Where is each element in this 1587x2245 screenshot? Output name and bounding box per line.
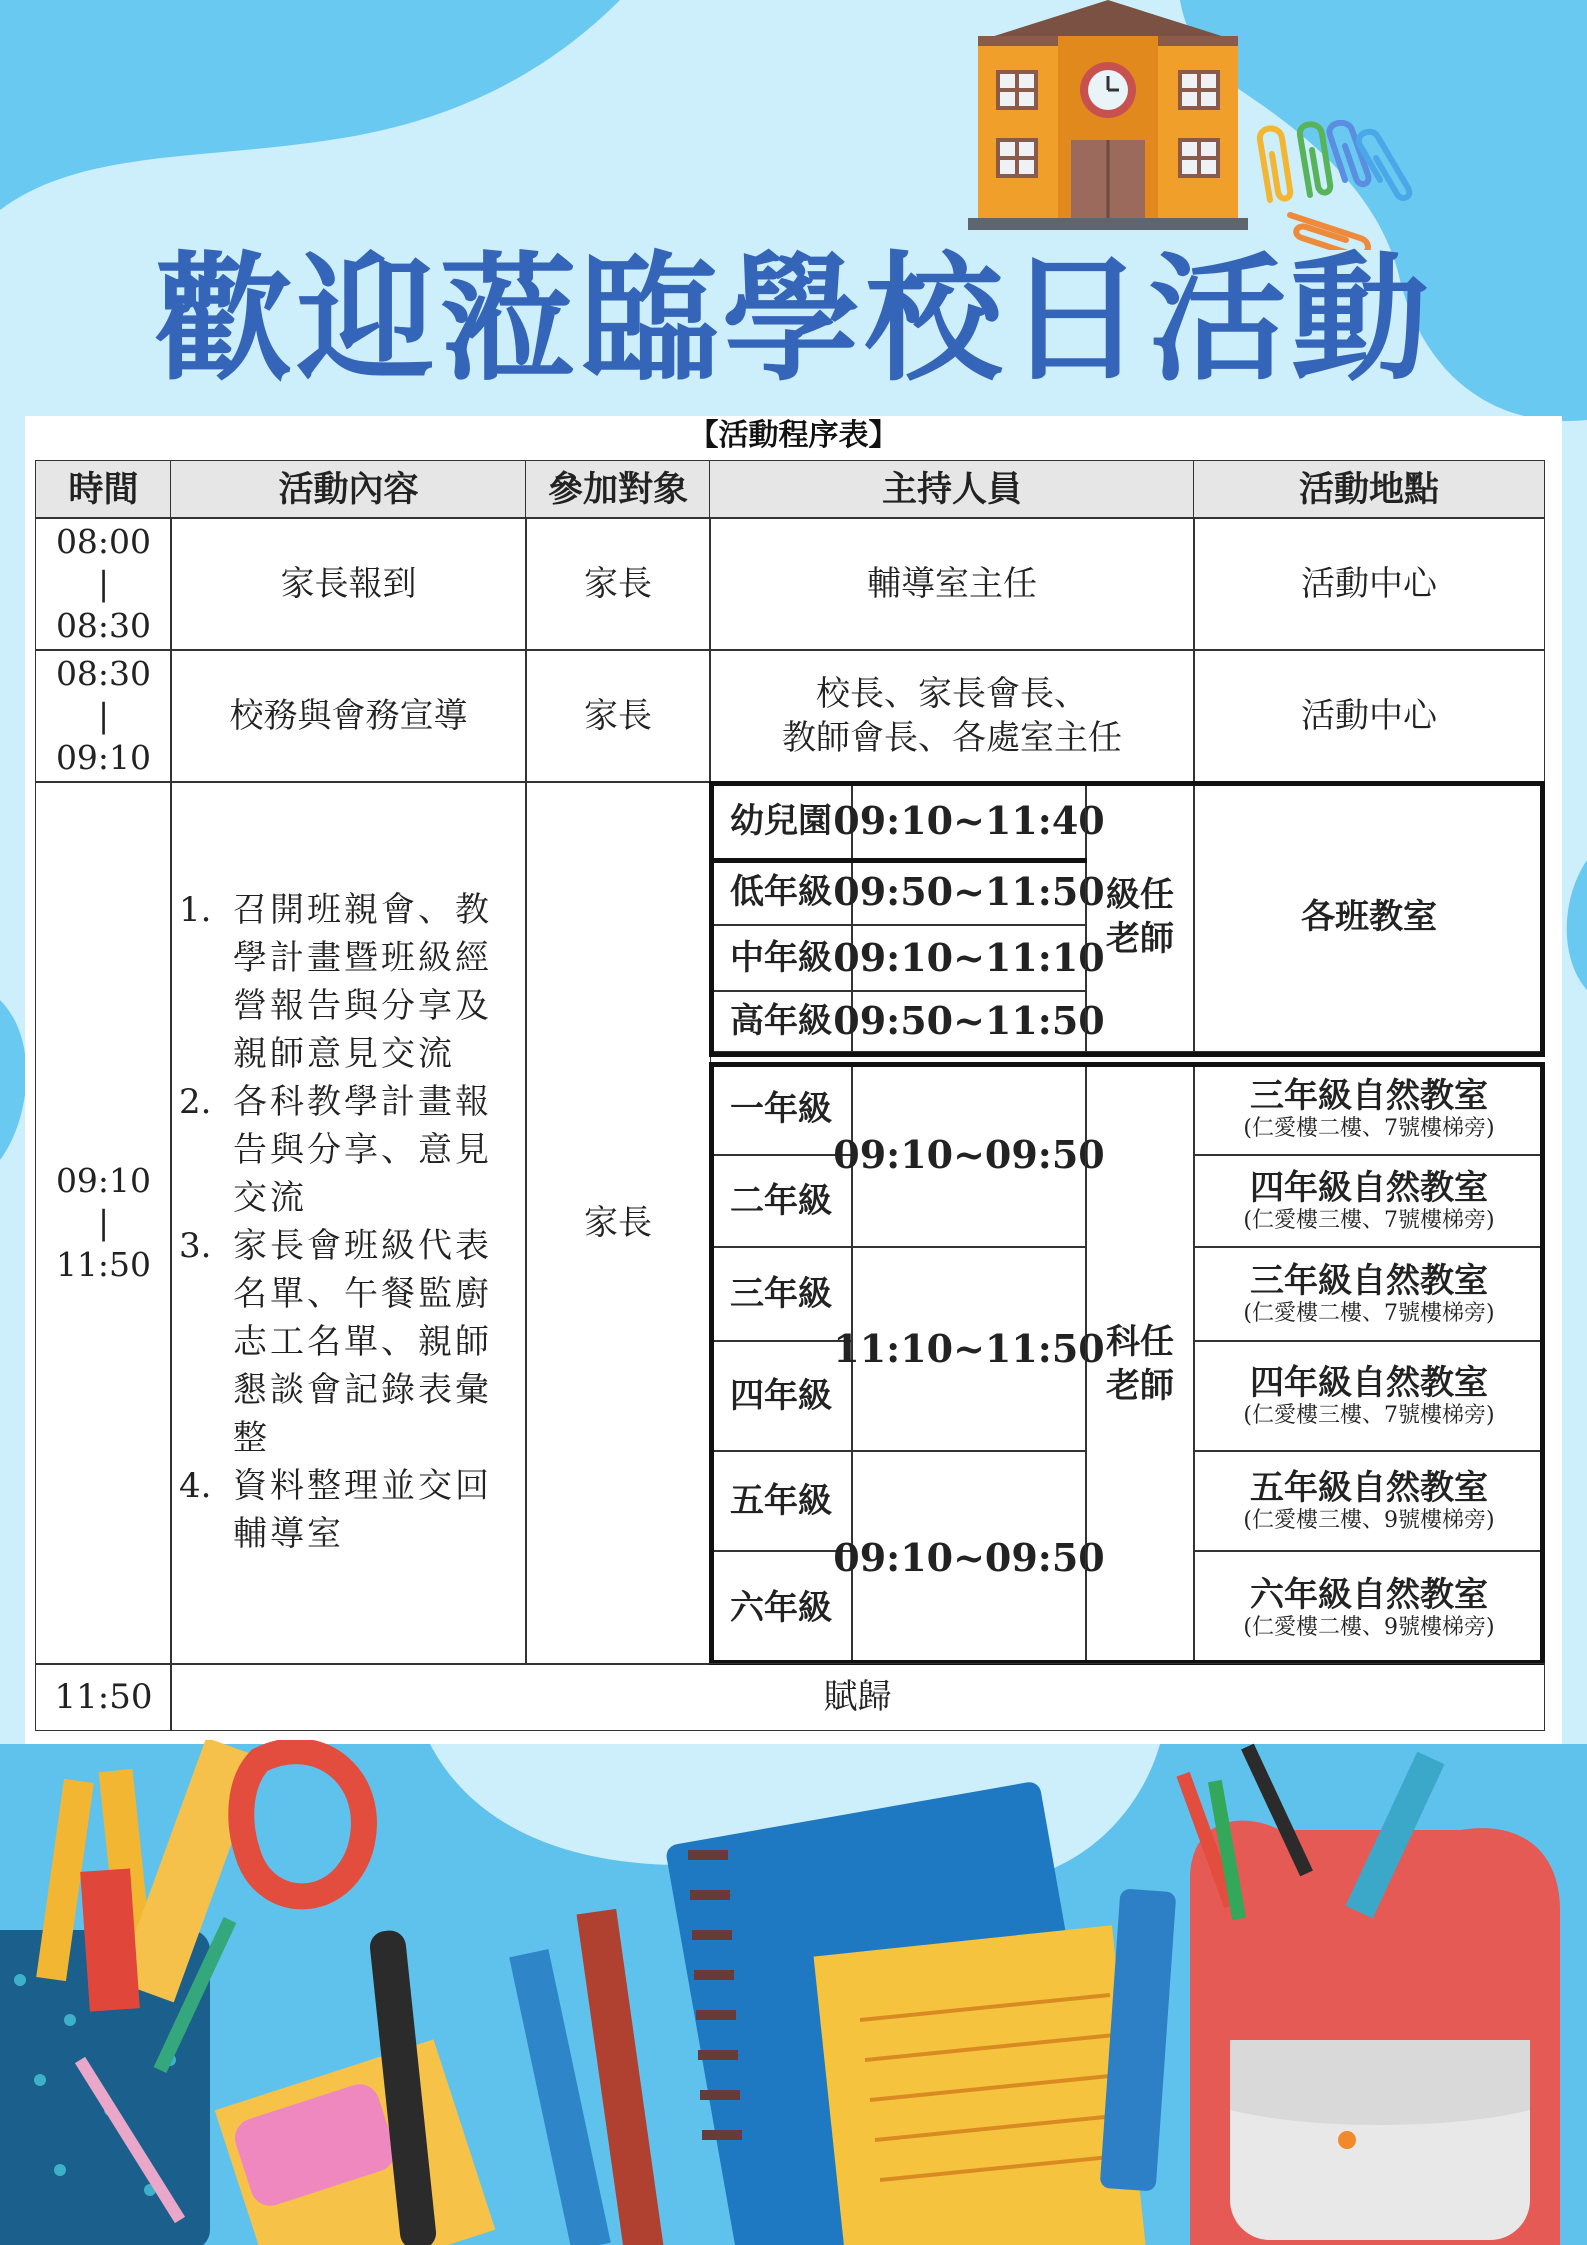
grade-cell: 高年級 [709, 990, 853, 1052]
header-audience: 參加對象 [525, 460, 711, 519]
time-start: 08:30 [55, 654, 152, 693]
agenda-item [179, 886, 508, 1078]
room-location: (仁愛樓二樓、7號樓梯旁) [1243, 1301, 1495, 1326]
room-cell [1193, 1550, 1545, 1665]
agenda-item [179, 1222, 508, 1462]
header-time: 時間 [35, 460, 172, 519]
session-time-cell: 11:10~11:50 [851, 1246, 1087, 1452]
grade-cell: 幼兒園 [709, 781, 853, 860]
time-start: 08:00 [55, 522, 152, 561]
room-cell [1193, 1450, 1545, 1552]
session-time-cell: 09:10~09:50 [851, 1062, 1087, 1248]
row1-host: 輔導室主任 [709, 517, 1195, 651]
host-line: 教師會長、各處室主任 [782, 718, 1122, 758]
room-location: (仁愛樓三樓、7號樓梯旁) [1243, 1403, 1495, 1428]
time-start: 09:10 [55, 1161, 152, 1200]
page-title: 歡迎蒞臨學校日活動 [154, 239, 1433, 400]
row1-activity: 家長報到 [170, 517, 527, 651]
room-name: 四年級自然教室 [1250, 1168, 1488, 1208]
room-name: 四年級自然教室 [1250, 1363, 1488, 1403]
row3-time [35, 781, 172, 1665]
teacher-line: 科任 [1106, 1321, 1174, 1362]
row4-activity: 賦歸 [170, 1663, 1545, 1731]
program-table-sheet [25, 416, 1562, 1744]
paper-clips-icon [1250, 120, 1420, 250]
grade-time-cell: 09:10~11:40 [851, 781, 1087, 860]
room-name: 三年級自然教室 [1250, 1261, 1488, 1301]
grade-cell: 一年級 [709, 1062, 853, 1156]
time-end: 09:10 [55, 738, 152, 777]
agenda-number: 4. [179, 1466, 212, 1506]
grade-cell: 六年級 [709, 1550, 853, 1665]
grade-cell: 五年級 [709, 1450, 853, 1552]
row1-place: 活動中心 [1193, 517, 1545, 651]
room-location: (仁愛樓三樓、9號樓梯旁) [1243, 1508, 1495, 1533]
subject-teacher [1085, 1062, 1195, 1665]
row4-time: 11:50 [35, 1663, 172, 1731]
time-end: 11:50 [55, 1245, 152, 1284]
time-separator: | [97, 564, 110, 603]
row3-agenda [170, 781, 527, 1665]
row2-place: 活動中心 [1193, 649, 1545, 783]
agenda-number: 3. [179, 1226, 212, 1266]
row2-host [709, 649, 1195, 783]
row2-audience: 家長 [525, 649, 711, 783]
time-separator: | [97, 696, 110, 735]
row1-time [35, 517, 172, 651]
room-location: (仁愛樓二樓、7號樓梯旁) [1243, 1116, 1495, 1141]
time-end: 08:30 [55, 606, 152, 645]
agenda-number: 2. [179, 1082, 212, 1122]
homeroom-teacher [1085, 781, 1195, 1052]
agenda-text: 各科教學計畫報告與分享、意見交流 [233, 1082, 492, 1218]
agenda-text: 資料整理並交回輔導室 [233, 1466, 492, 1554]
agenda-item [179, 1462, 508, 1558]
school-building-icon [968, 0, 1248, 235]
grade-cell: 低年級 [709, 858, 853, 926]
agenda-list [179, 886, 508, 1558]
grade-cell: 中年級 [709, 924, 853, 992]
homeroom-place: 各班教室 [1193, 781, 1545, 1052]
room-cell [1193, 1154, 1545, 1248]
host-line: 校長、家長會長、 [816, 674, 1088, 714]
agenda-text: 召開班親會、教學計畫暨班級經營報告與分享及親師意見交流 [233, 890, 492, 1074]
room-name: 三年級自然教室 [1250, 1076, 1488, 1116]
agenda-text: 家長會班級代表名單、午餐監廚志工名單、親師懇談會記錄表彙整 [233, 1226, 492, 1458]
frame-divider [709, 858, 1087, 863]
grade-time-cell: 09:50~11:50 [851, 990, 1087, 1052]
grade-cell: 四年級 [709, 1340, 853, 1452]
header-host: 主持人員 [709, 460, 1195, 519]
room-name: 六年級自然教室 [1250, 1574, 1488, 1615]
agenda-item [179, 1078, 508, 1222]
grade-time-cell: 09:10~11:10 [851, 924, 1087, 992]
agenda-number: 1. [179, 890, 212, 930]
teacher-line: 老師 [1106, 918, 1174, 959]
stationery-illustration [0, 1740, 1587, 2245]
room-location: (仁愛樓二樓、9號樓梯旁) [1243, 1614, 1495, 1640]
room-cell [1193, 1062, 1545, 1156]
row1-audience: 家長 [525, 517, 711, 651]
header-place: 活動地點 [1193, 460, 1545, 519]
session-time-cell: 09:10~09:50 [851, 1450, 1087, 1665]
room-location: (仁愛樓三樓、7號樓梯旁) [1243, 1208, 1495, 1233]
room-name: 五年級自然教室 [1250, 1468, 1488, 1508]
grade-cell: 三年級 [709, 1246, 853, 1342]
header-activity: 活動內容 [170, 460, 527, 519]
row2-activity: 校務與會務宣導 [170, 649, 527, 783]
table-caption: 【活動程序表】 [688, 418, 899, 453]
room-cell [1193, 1246, 1545, 1342]
row3-audience: 家長 [525, 781, 711, 1665]
row2-time [35, 649, 172, 783]
teacher-line: 老師 [1106, 1365, 1174, 1406]
grade-time-cell: 09:50~11:50 [851, 858, 1087, 926]
grade-cell: 二年級 [709, 1154, 853, 1248]
room-cell [1193, 1340, 1545, 1452]
teacher-line: 級任 [1106, 874, 1174, 915]
time-separator: | [97, 1203, 110, 1242]
